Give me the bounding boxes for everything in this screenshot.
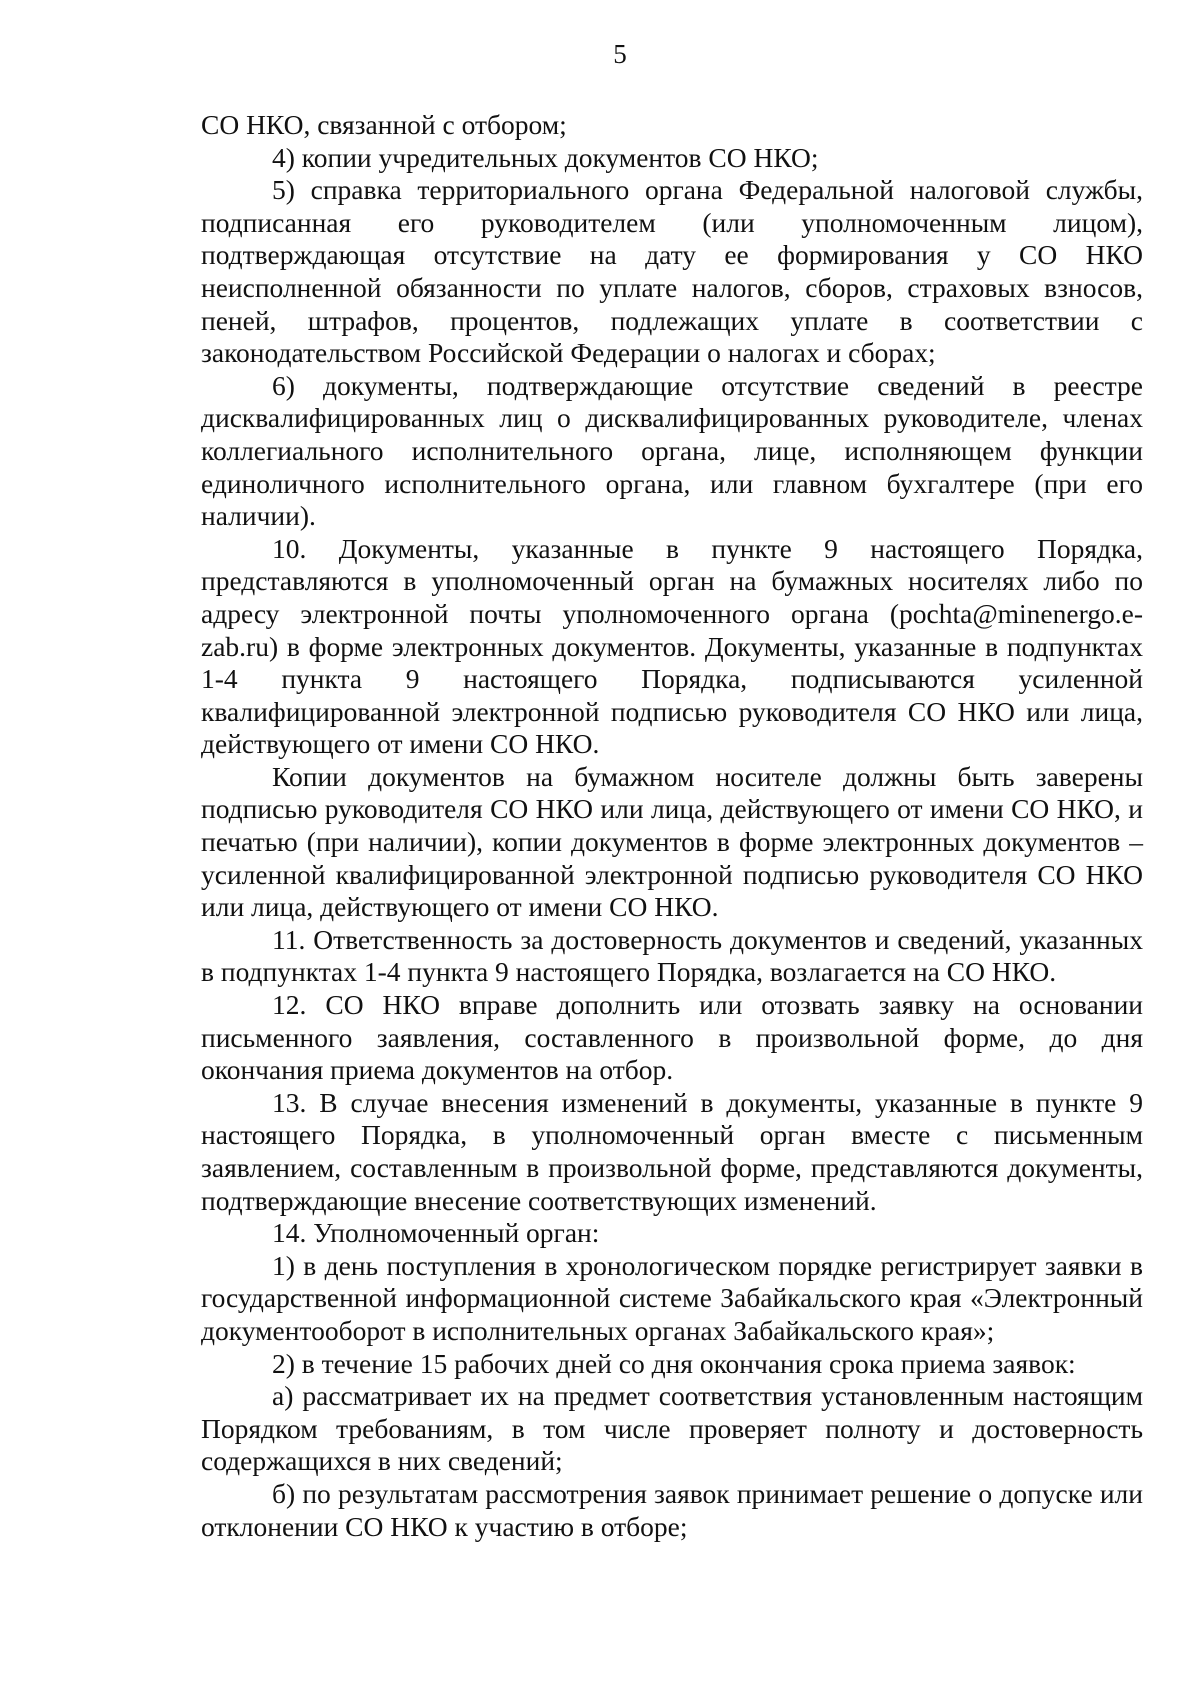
paragraph-item-5: 5) справка территориального органа Федеральной налоговой службы, подписанная его руководителем (или уполномоченным лицом), подтверждающая отсутствие на дату ее формирования у СО НКО неисполненной обязанности по уплате налогов, сборов, страховых взносов, пеней, штрафов, процентов, подлежащих уплате в соответствии с законодательством Российской Федерации о налогах и сборах; [201,174,1143,369]
paragraph-item-4: 4) копии учредительных документов СО НКО; [272,141,819,173]
paragraph-intro-continuation: СО НКО, связанной с отбором; [201,109,567,140]
paragraph-copies-certification: Копии документов на бумажном носителе должны быть заверены подписью руководителя СО НКО или лица, действующего от имени СО НКО, и печатью (при наличии), копии документов в форме электронных документов – усиленной квалифицированной электронной подписью руководителя СО НКО или лица, действующего от имени СО НКО. [201,760,1143,923]
page-number: 5 [613,39,627,69]
paragraph-clause-10: 10. Документы, указанные в пункте 9 настоящего Порядка, представляются в уполномоченный орган на бумажных носителях либо по адресу электронной почты уполномоченного органа (pochta@minenergo.e-zab.ru) в форме электронных документов. Документы, указанные в подпунктах 1-4 пункта 9 настоящего Порядка, подписываются усиленной квалифицированной электронной подписью руководителя СО НКО или лица, действующего от имени СО НКО. [201,532,1143,760]
paragraph-subitem-a: а) рассматривает их на предмет соответствия установленным настоящим Порядком требованиям, в том числе проверяет полноту и достоверность содержащихся в них сведений; [201,1380,1143,1477]
paragraph-clause-12: 12. СО НКО вправе дополнить или отозвать заявку на основании письменного заявления, составленного в произвольной форме, до дня окончания приема документов на отбор. [201,989,1143,1086]
document-body [201,109,1143,1543]
paragraph-clause-14-item-2: 2) в течение 15 рабочих дней со дня окончания срока приема заявок: [272,1347,1076,1379]
paragraph-clause-14: 14. Уполномоченный орган: [272,1217,600,1249]
paragraph-clause-13: 13. В случае внесения изменений в документы, указанные в пункте 9 настоящего Порядка, в уполномоченный орган вместе с письменным заявлением, составленным в произвольной форме, представляются документы, подтверждающие внесение соответствующих изменений. [201,1086,1143,1216]
paragraph-clause-11: 11. Ответственность за достоверность документов и сведений, указанных в подпунктах 1-4 пункта 9 настоящего Порядка, возлагается на СО НКО. [201,923,1143,988]
paragraph-clause-14-item-1: 1) в день поступления в хронологическом порядке регистрирует заявки в государственной информационной системе Забайкальского края «Электронный документооборот в исполнительных органах Забайкальского края»; [201,1249,1143,1346]
paragraph-item-6: 6) документы, подтверждающие отсутствие сведений в реестре дисквалифицированных лиц о дисквалифицированных руководителе, членах коллегиального исполнительного органа, лице, исполняющем функции единоличного исполнительного органа, или главном бухгалтере (при его наличии). [201,369,1143,532]
paragraph-subitem-b: б) по результатам рассмотрения заявок принимает решение о допуске или отклонении СО НКО к участию в отборе; [201,1477,1143,1542]
